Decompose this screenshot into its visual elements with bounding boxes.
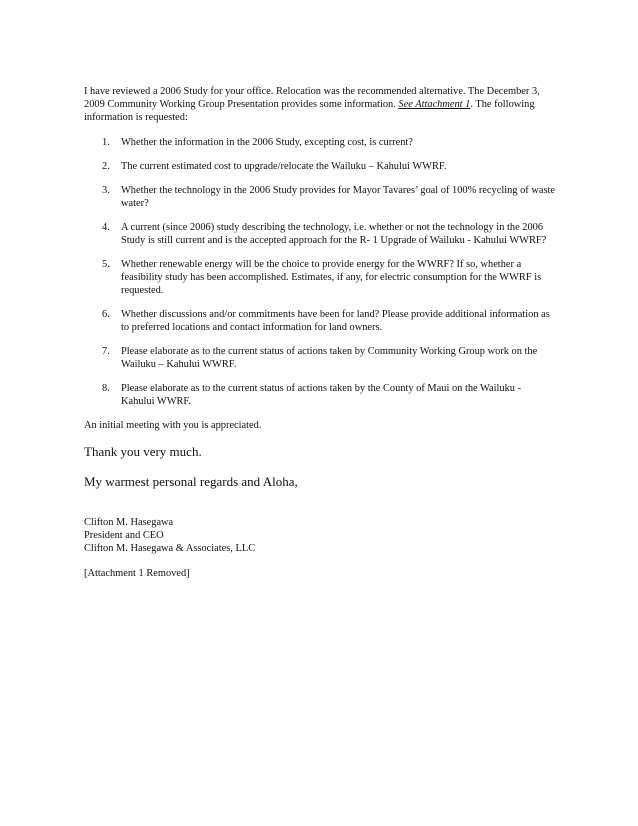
request-number: 5. [102,259,110,270]
request-list [84,136,556,408]
request-item-4 [84,221,556,247]
request-number: 4. [102,222,110,233]
request-text: Please elaborate as to the current status of actions taken by the County of Maui on the Wailuku - Kahului WWRF. [121,383,522,407]
request-item-5 [84,258,556,297]
request-item-6 [84,308,556,334]
request-number: 7. [102,346,110,357]
thanks-line: Thank you very much. [84,444,202,459]
attachment-note: [Attachment 1 Removed] [84,568,190,579]
regards-line: My warmest personal regards and Aloha, [84,474,298,489]
letter-body [84,85,556,580]
signer-company: Clifton M. Hasegawa & Associates, LLC [84,543,256,554]
signer-name: Clifton M. Hasegawa [84,517,174,528]
request-item-7 [84,345,556,371]
request-number: 3. [102,185,110,196]
request-text: Whether discussions and/or commitments have been for land? Please provide additional information as to preferred locations and contact information for land owners. [121,309,550,333]
request-number: 2. [102,161,110,172]
request-text: Whether the information in the 2006 Study, excepting cost, is current? [121,137,413,148]
request-number: 6. [102,309,110,320]
request-item-2 [84,160,556,173]
request-text: Whether the technology in the 2006 Study provides for Mayor Tavares’ goal of 100% recycling of waste water? [121,185,556,209]
signer-title: President and CEO [84,530,164,541]
request-text: Whether renewable energy will be the choice to provide energy for the WWRF? If so, whether a feasibility study has been accomplished. Estimates, if any, for electric consumption for the WWRF is requested. [121,259,542,296]
request-text: A current (since 2006) study describing the technology, i.e. whether or not the technology in the 2006 Study is still current and is the accepted approach for the R- 1 Upgrade of Wailuku - Kahului WWRF? [121,222,547,246]
request-text: Please elaborate as to the current status of actions taken by Community Working Group work on the Wailuku – Kahului WWRF. [121,346,538,370]
request-number: 8. [102,383,110,394]
signature-block [84,516,556,555]
request-item-1 [84,136,556,149]
intro-paragraph [84,85,556,124]
request-text: The current estimated cost to upgrade/relocate the Wailuku – Kahului WWRF. [121,161,447,172]
request-item-8 [84,382,556,408]
meeting-line: An initial meeting with you is appreciated. [84,420,262,431]
intro-text-2: . The following information is requested: [84,99,535,123]
intro-text-1: I have reviewed a 2006 Study for your office. Relocation was the recommended alternative. The December 3, 2009 Community Working Group Presentation provides some information. [84,86,540,110]
attachment-reference: See Attachment 1 [398,99,471,110]
request-item-3 [84,184,556,210]
request-number: 1. [102,137,110,148]
